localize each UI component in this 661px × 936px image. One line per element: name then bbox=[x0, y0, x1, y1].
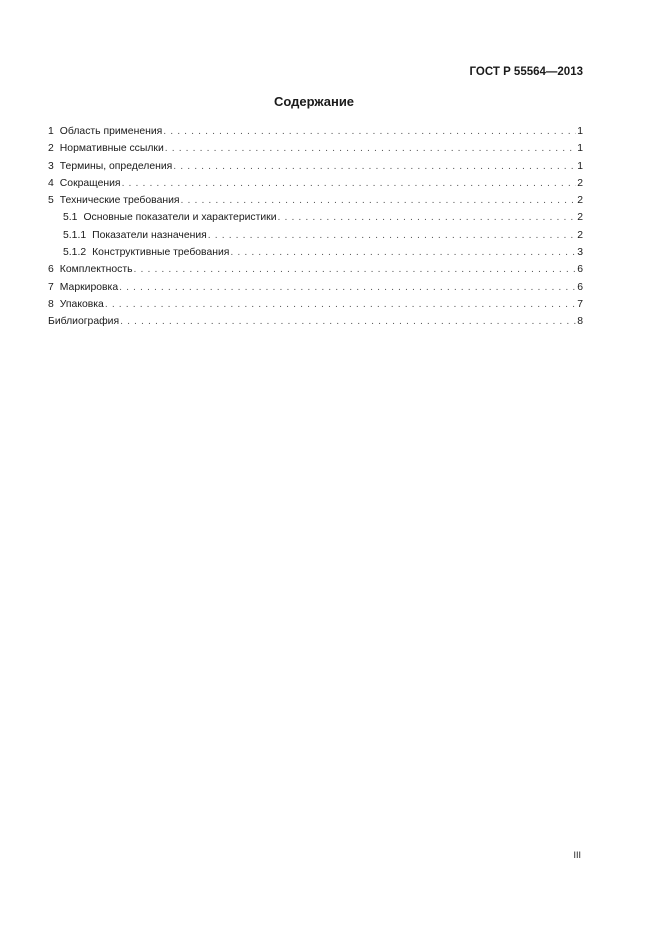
dot-leader bbox=[165, 143, 576, 154]
toc-number: 4 bbox=[48, 177, 54, 189]
toc-entry[interactable] bbox=[48, 316, 583, 333]
toc-entry[interactable] bbox=[48, 282, 583, 299]
table-of-contents bbox=[48, 126, 583, 334]
toc-number: 5.1.1 bbox=[63, 229, 87, 241]
dot-leader bbox=[163, 126, 576, 137]
page-number: III bbox=[573, 850, 581, 860]
toc-number: 5.1.2 bbox=[63, 247, 87, 259]
toc-label: Технические требования bbox=[59, 195, 180, 207]
toc-number: 1 bbox=[48, 126, 54, 137]
toc-entry[interactable] bbox=[48, 126, 583, 143]
toc-page: 1 bbox=[577, 143, 583, 155]
toc-entry[interactable] bbox=[48, 230, 583, 247]
toc-page: 1 bbox=[577, 126, 583, 137]
toc-page: 2 bbox=[577, 229, 583, 241]
toc-label: Термины, определения bbox=[59, 160, 173, 172]
toc-number: 6 bbox=[48, 264, 54, 276]
toc-entry[interactable] bbox=[48, 264, 583, 281]
toc-page: 2 bbox=[577, 195, 583, 207]
dot-leader bbox=[278, 212, 577, 223]
toc-label: Упаковка bbox=[59, 298, 104, 310]
toc-number: 3 bbox=[48, 160, 54, 172]
toc-label: Показатели назначения bbox=[92, 229, 207, 241]
toc-entry[interactable] bbox=[48, 161, 583, 178]
page-title: Содержание bbox=[273, 94, 355, 109]
toc-label: Конструктивные требования bbox=[92, 247, 230, 259]
toc-entry[interactable] bbox=[48, 212, 583, 229]
toc-label: Сокращения bbox=[59, 177, 121, 189]
toc-label: Основные показатели и характеристики bbox=[83, 212, 277, 224]
dot-leader bbox=[105, 299, 576, 310]
toc-entry[interactable] bbox=[48, 247, 583, 264]
toc-number: 2 bbox=[48, 143, 54, 155]
document-id: ГОСТ Р 55564—2013 bbox=[469, 66, 583, 78]
toc-number: 8 bbox=[48, 298, 54, 310]
dot-leader bbox=[120, 316, 576, 327]
dot-leader bbox=[119, 282, 576, 293]
toc-label: Комплектность bbox=[59, 264, 133, 276]
toc-number: 5.1 bbox=[63, 212, 78, 224]
toc-page: 2 bbox=[577, 177, 583, 189]
toc-entry[interactable] bbox=[48, 195, 583, 212]
dot-leader bbox=[134, 264, 577, 275]
dot-leader bbox=[181, 195, 577, 206]
toc-label: Маркировка bbox=[59, 281, 119, 293]
toc-page: 7 bbox=[577, 298, 583, 310]
toc-page: 6 bbox=[577, 264, 583, 276]
toc-page: 1 bbox=[577, 160, 583, 172]
toc-label: Библиография bbox=[48, 316, 120, 328]
dot-leader bbox=[208, 230, 576, 241]
dot-leader bbox=[122, 178, 577, 189]
toc-number: 7 bbox=[48, 281, 54, 293]
toc-page: 2 bbox=[577, 212, 583, 224]
toc-entry[interactable] bbox=[48, 143, 583, 160]
toc-label: Область применения bbox=[59, 126, 163, 137]
dot-leader bbox=[230, 247, 576, 258]
dot-leader bbox=[173, 161, 576, 172]
toc-page: 3 bbox=[577, 247, 583, 259]
toc-entry[interactable] bbox=[48, 178, 583, 195]
toc-label: Нормативные ссылки bbox=[59, 143, 164, 155]
toc-entry[interactable] bbox=[48, 299, 583, 316]
toc-page: 8 bbox=[577, 316, 583, 328]
toc-page: 6 bbox=[577, 281, 583, 293]
toc-number: 5 bbox=[48, 195, 54, 207]
